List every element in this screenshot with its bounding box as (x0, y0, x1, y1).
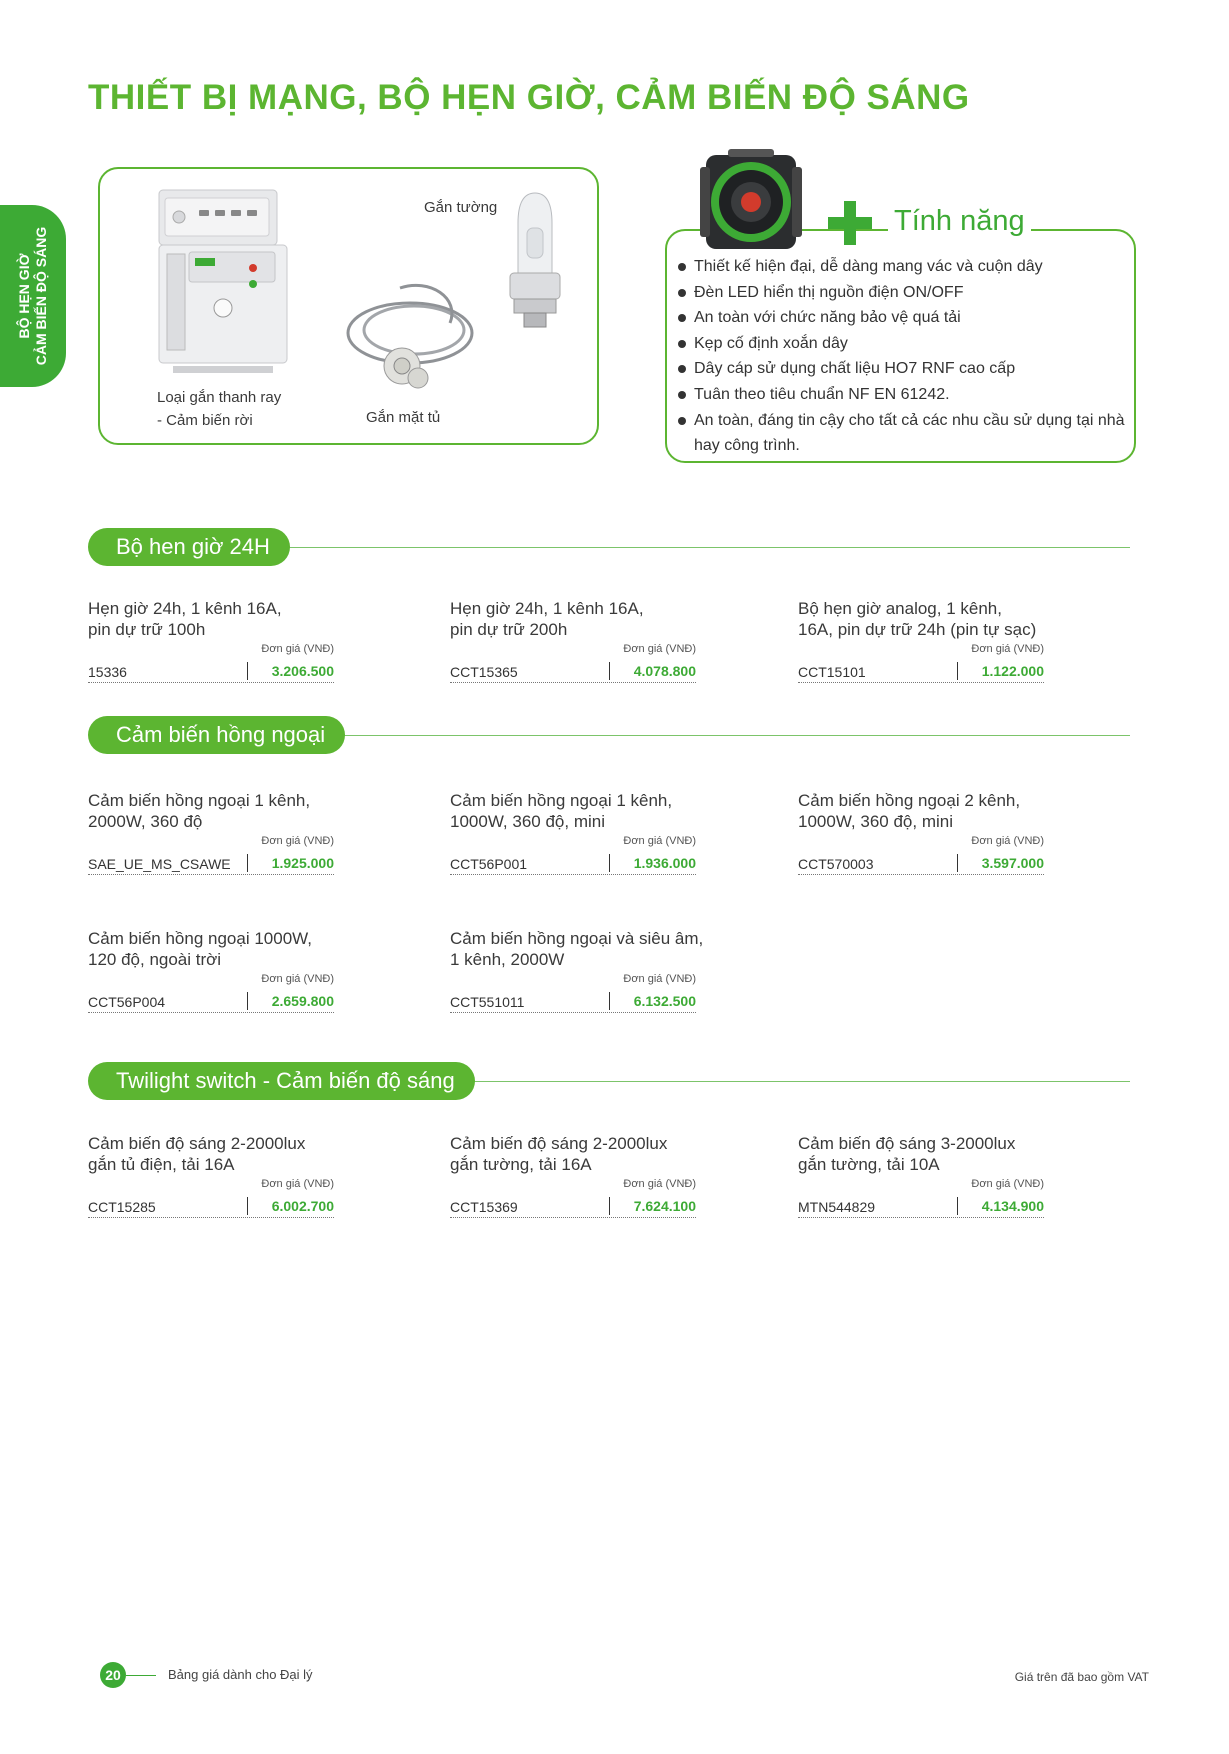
product-name-line2: 16A, pin dự trữ 24h (pin tự sạc) (798, 620, 1037, 639)
product-item (88, 790, 334, 875)
product-name-line1: Cảm biến hồng ngoại 1 kênh, (450, 791, 673, 810)
product-item (798, 790, 1044, 875)
price-label: Đơn giá (VNĐ) (261, 835, 334, 847)
product-price: 4.078.800 (609, 662, 696, 680)
product-item (450, 790, 696, 875)
product-name-line2: 1000W, 360 độ, mini (798, 812, 953, 831)
footer-divider (126, 1675, 156, 1676)
product-price: 1.936.000 (609, 854, 696, 872)
product-item (88, 928, 334, 1013)
product-price: 6.132.500 (609, 992, 696, 1010)
product-price: 3.597.000 (957, 854, 1044, 872)
product-price: 3.206.500 (247, 662, 334, 680)
panel-sensor-image (340, 278, 480, 403)
product-name-line2: gắn tường, tải 10A (798, 1155, 940, 1174)
product-name-line2: 1 kênh, 2000W (450, 950, 565, 969)
product-name-line1: Cảm biến độ sáng 2-2000lux (88, 1134, 306, 1153)
product-code: MTN544829 (798, 1199, 876, 1215)
section-title-timer: Bộ hen giờ 24H (88, 528, 290, 566)
feature-item: Thiết kế hiện đại, dễ dàng mang vác và cuộn dây (676, 254, 1128, 280)
cable-reel-image (698, 147, 804, 257)
product-name-line1: Cảm biến hồng ngoại và siêu âm, (450, 929, 704, 948)
feature-item: Tuân theo tiêu chuẩn NF EN 61242. (676, 382, 1128, 408)
features-title: Tính năng (888, 205, 1031, 238)
product-name-line1: Bộ hẹn giờ analog, 1 kênh, (798, 599, 1002, 618)
product-name-line2: 1000W, 360 độ, mini (450, 812, 605, 831)
product-price: 1.925.000 (247, 854, 334, 872)
price-label: Đơn giá (VNĐ) (971, 1178, 1044, 1190)
product-item (88, 1133, 334, 1218)
page-title: THIẾT BỊ MẠNG, BỘ HẸN GIỜ, CẢM BIẾN ĐỘ SÁNG (88, 78, 970, 117)
price-label: Đơn giá (VNĐ) (623, 973, 696, 985)
price-label: Đơn giá (VNĐ) (971, 835, 1044, 847)
product-item (88, 598, 334, 683)
price-label: Đơn giá (VNĐ) (261, 973, 334, 985)
product-name-line2: gắn tủ điện, tải 16A (88, 1155, 235, 1174)
section-divider (380, 1081, 1130, 1082)
section-divider (200, 547, 1130, 548)
section-divider (260, 735, 1130, 736)
product-name-line2: pin dự trữ 200h (450, 620, 568, 639)
product-name-line1: Cảm biến độ sáng 2-2000lux (450, 1134, 668, 1153)
product-code: CCT570003 (798, 856, 874, 872)
side-tab-line2: CẢM BIẾN ĐỘ SÁNG (33, 226, 49, 366)
product-code: CCT15101 (798, 664, 866, 680)
caption-rail-line2: - Cảm biến rời (157, 412, 253, 429)
product-code: 15336 (88, 664, 127, 680)
page-number: 20 (100, 1662, 126, 1688)
product-name-line1: Cảm biến độ sáng 3-2000lux (798, 1134, 1016, 1153)
product-name-line1: Hẹn giờ 24h, 1 kênh 16A, (450, 599, 644, 618)
din-rail-timer-image (155, 188, 295, 373)
section-title-infrared: Cảm biến hồng ngoại (88, 716, 345, 754)
product-code: CCT551011 (450, 994, 525, 1010)
features-list (676, 254, 1128, 459)
product-name-line2: gắn tường, tải 16A (450, 1155, 592, 1174)
product-price: 1.122.000 (957, 662, 1044, 680)
footer-right-text: Giá trên đã bao gồm VAT (1014, 1670, 1149, 1684)
product-name-line2: 120 độ, ngoài trời (88, 950, 222, 969)
caption-wall: Gắn tường (424, 199, 498, 216)
product-name-line1: Hẹn giờ 24h, 1 kênh 16A, (88, 599, 282, 618)
product-item (798, 1133, 1044, 1218)
feature-item: Dây cáp sử dụng chất liệu HO7 RNF cao cấp (676, 356, 1128, 382)
product-code: CCT15365 (450, 664, 518, 680)
feature-item: Kẹp cố định xoắn dây (676, 331, 1128, 357)
price-label: Đơn giá (VNĐ) (261, 1178, 334, 1190)
product-code: SAE_UE_MS_CSAWE (88, 856, 231, 872)
product-item (798, 598, 1044, 683)
product-code: CCT15285 (88, 1199, 156, 1215)
footer-left-text: Bảng giá dành cho Đại lý (168, 1667, 313, 1682)
product-item (450, 928, 704, 1013)
product-name-line1: Cảm biến hồng ngoại 1000W, (88, 929, 312, 948)
product-price: 4.134.900 (957, 1197, 1044, 1215)
product-item (450, 598, 696, 683)
product-name-line2: 2000W, 360 độ (88, 812, 203, 831)
wall-sensor-image (500, 188, 570, 338)
price-label: Đơn giá (VNĐ) (623, 1178, 696, 1190)
feature-item: An toàn với chức năng bảo vệ quá tải (676, 305, 1128, 331)
product-code: CCT15369 (450, 1199, 518, 1215)
feature-item: Đèn LED hiển thị nguồn điện ON/OFF (676, 280, 1128, 306)
side-tab-line1: BỘ HẸN GIỜ (16, 253, 32, 339)
product-name-line1: Cảm biến hồng ngoại 1 kênh, (88, 791, 311, 810)
product-item (450, 1133, 696, 1218)
plus-icon (828, 201, 872, 245)
product-name-line1: Cảm biến hồng ngoại 2 kênh, (798, 791, 1021, 810)
product-code: CCT56P004 (88, 994, 166, 1010)
product-price: 2.659.800 (247, 992, 334, 1010)
price-label: Đơn giá (VNĐ) (623, 835, 696, 847)
price-label: Đơn giá (VNĐ) (623, 643, 696, 655)
side-tab (0, 205, 66, 387)
caption-rail-line1: Loại gắn thanh ray (157, 389, 282, 406)
product-price: 7.624.100 (609, 1197, 696, 1215)
section-title-twilight: Twilight switch - Cảm biến độ sáng (88, 1062, 475, 1100)
feature-item: An toàn, đáng tin cậy cho tất cả các nhu cầu sử dụng tại nhà hay công trình. (676, 408, 1128, 459)
price-label: Đơn giá (VNĐ) (261, 643, 334, 655)
price-label: Đơn giá (VNĐ) (971, 643, 1044, 655)
product-code: CCT56P001 (450, 856, 528, 872)
product-name-line2: pin dự trữ 100h (88, 620, 206, 639)
caption-panel: Gắn mặt tủ (366, 409, 441, 426)
product-price: 6.002.700 (247, 1197, 334, 1215)
